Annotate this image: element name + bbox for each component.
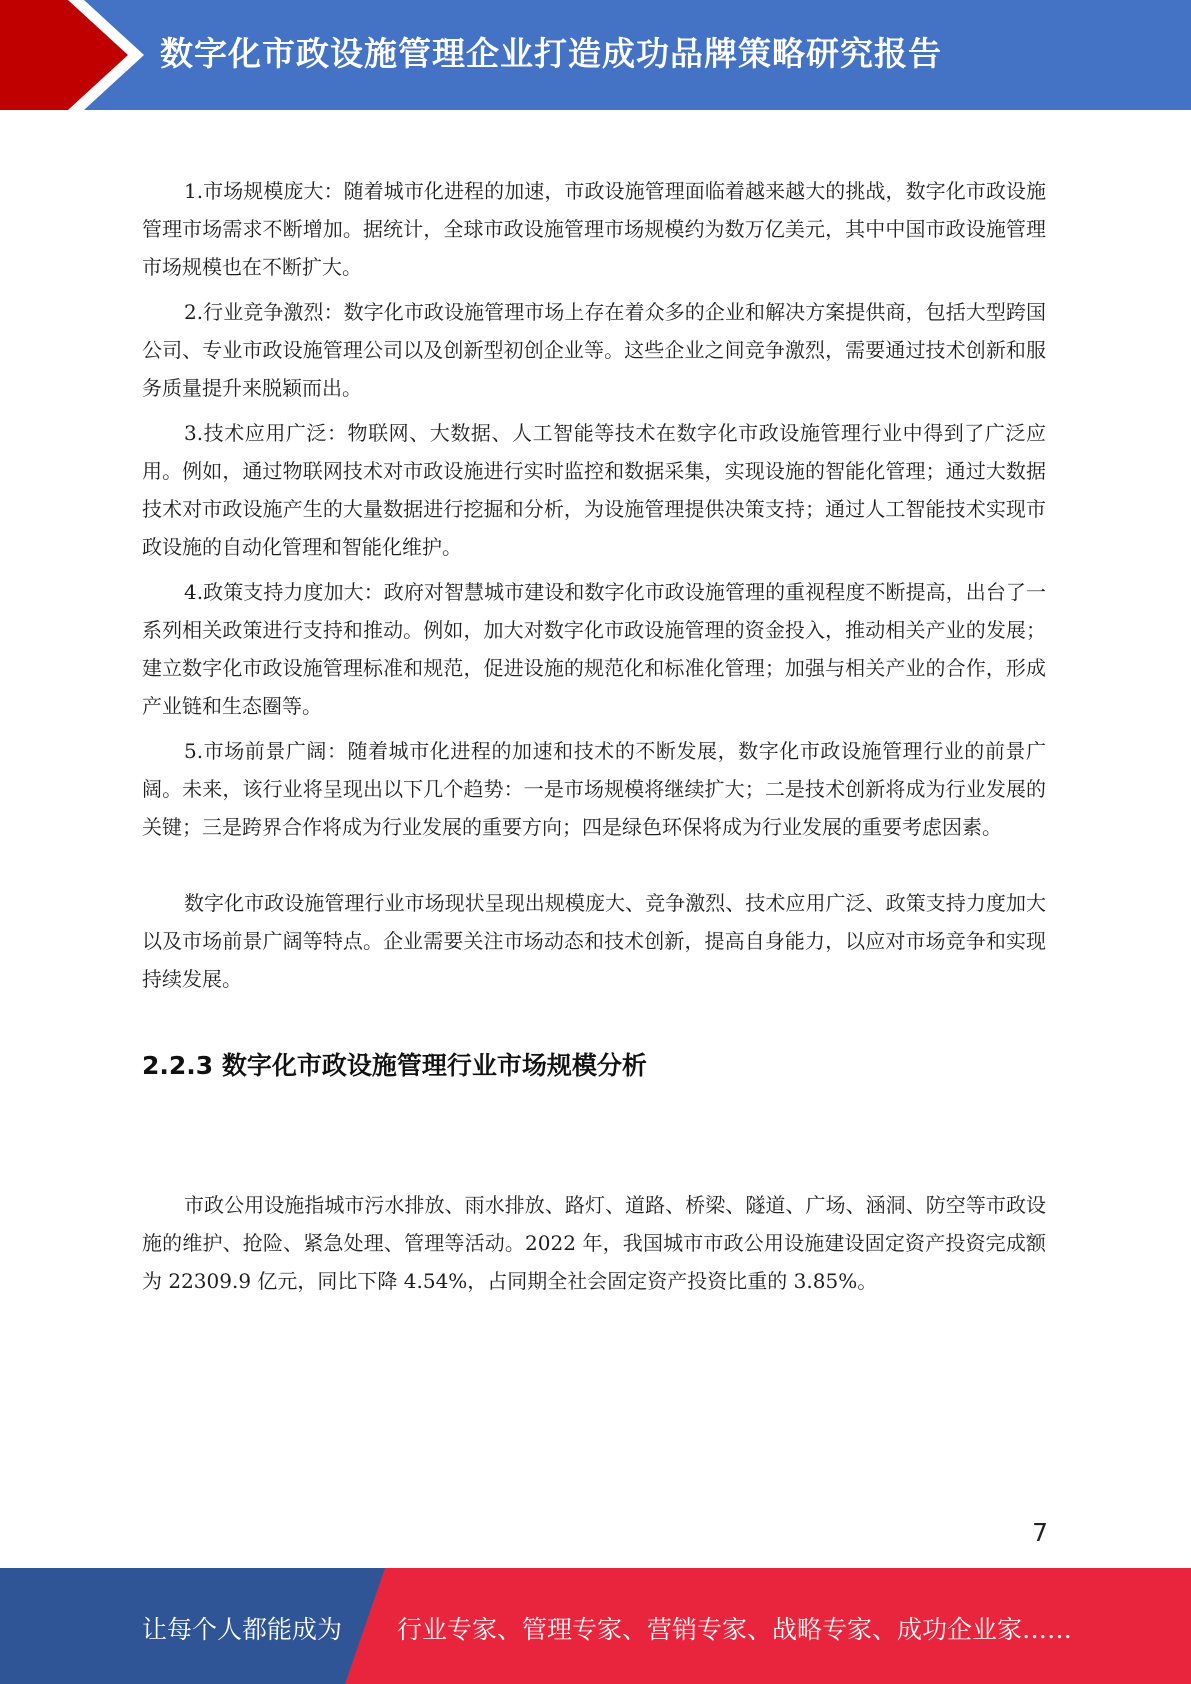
document-body xyxy=(142,172,1046,1307)
footer-slogan-right: 行业专家、管理专家、营销专家、战略专家、成功企业家…… xyxy=(397,1615,1073,1644)
page-footer xyxy=(0,1568,1191,1684)
paragraph-policy: 4.政策支持力度加大：政府对智慧城市建设和数字化市政设施管理的重视程度不断提高，出台了一系列相关政策进行支持和推动。例如，加大对数字化市政设施管理的资金投入，推动相关产业的发展；建立数字化市政设施管理标准和规范，促进设施的规范化和标准化管理；加强与相关产业的合作，形成产业链和生态圈等。 xyxy=(142,580,1046,718)
page-number: 7 xyxy=(1032,1518,1048,1547)
paragraph-summary: 数字化市政设施管理行业市场现状呈现出规模庞大、竞争激烈、技术应用广泛、政策支持力度加大以及市场前景广阔等特点。企业需要关注市场动态和技术创新，提高自身能力，以应对市场竞争和实现持续发展。 xyxy=(142,891,1046,991)
paragraph-prospects: 5.市场前景广阔：随着城市化进程的加速和技术的不断发展，数字化市政设施管理行业的前景广阔。未来，该行业将呈现出以下几个趋势：一是市场规模将继续扩大；二是技术创新将成为行业发展的关键；三是跨界合作将成为行业发展的重要方向；四是绿色环保将成为行业发展的重要考虑因素。 xyxy=(142,739,1046,839)
paragraph-investment-stats: 市政公用设施指城市污水排放、雨水排放、路灯、道路、桥梁、隧道、广场、涵洞、防空等市政设施的维护、抢险、紧急处理、管理等活动。2022 年，我国城市市政公用设施建设固定资产投资完成额为 22309.9 亿元，同比下降 4.54%，占同期全社会固定资产投资比重的 3.85%。 xyxy=(142,1193,1046,1293)
paragraph-technology: 3.技术应用广泛：物联网、大数据、人工智能等技术在数字化市政设施管理行业中得到了广泛应用。例如，通过物联网技术对市政设施进行实时监控和数据采集，实现设施的智能化管理；通过大数据技术对市政设施产生的大量数据进行挖掘和分析，为设施管理提供决策支持；通过人工智能技术实现市政设施的自动化管理和智能化维护。 xyxy=(142,421,1046,559)
paragraph-market-scale: 1.市场规模庞大：随着城市化进程的加速，市政设施管理面临着越来越大的挑战，数字化市政设施管理市场需求不断增加。据统计，全球市政设施管理市场规模约为数万亿美元，其中中国市政设施管理市场规模也在不断扩大。 xyxy=(142,179,1046,279)
footer-slogan-left: 让每个人都能成为 xyxy=(142,1615,343,1644)
report-title: 数字化市政设施管理企业打造成功品牌策略研究报告 xyxy=(160,34,942,73)
section-heading: 2.2.3 数字化市政设施管理行业市场规模分析 xyxy=(142,1051,647,1080)
page-header xyxy=(0,0,1191,110)
paragraph-competition: 2.行业竞争激烈：数字化市政设施管理市场上存在着众多的企业和解决方案提供商，包括大型跨国公司、专业市政设施管理公司以及创新型初创企业等。这些企业之间竞争激烈，需要通过技术创新和服务质量提升来脱颖而出。 xyxy=(142,300,1046,400)
